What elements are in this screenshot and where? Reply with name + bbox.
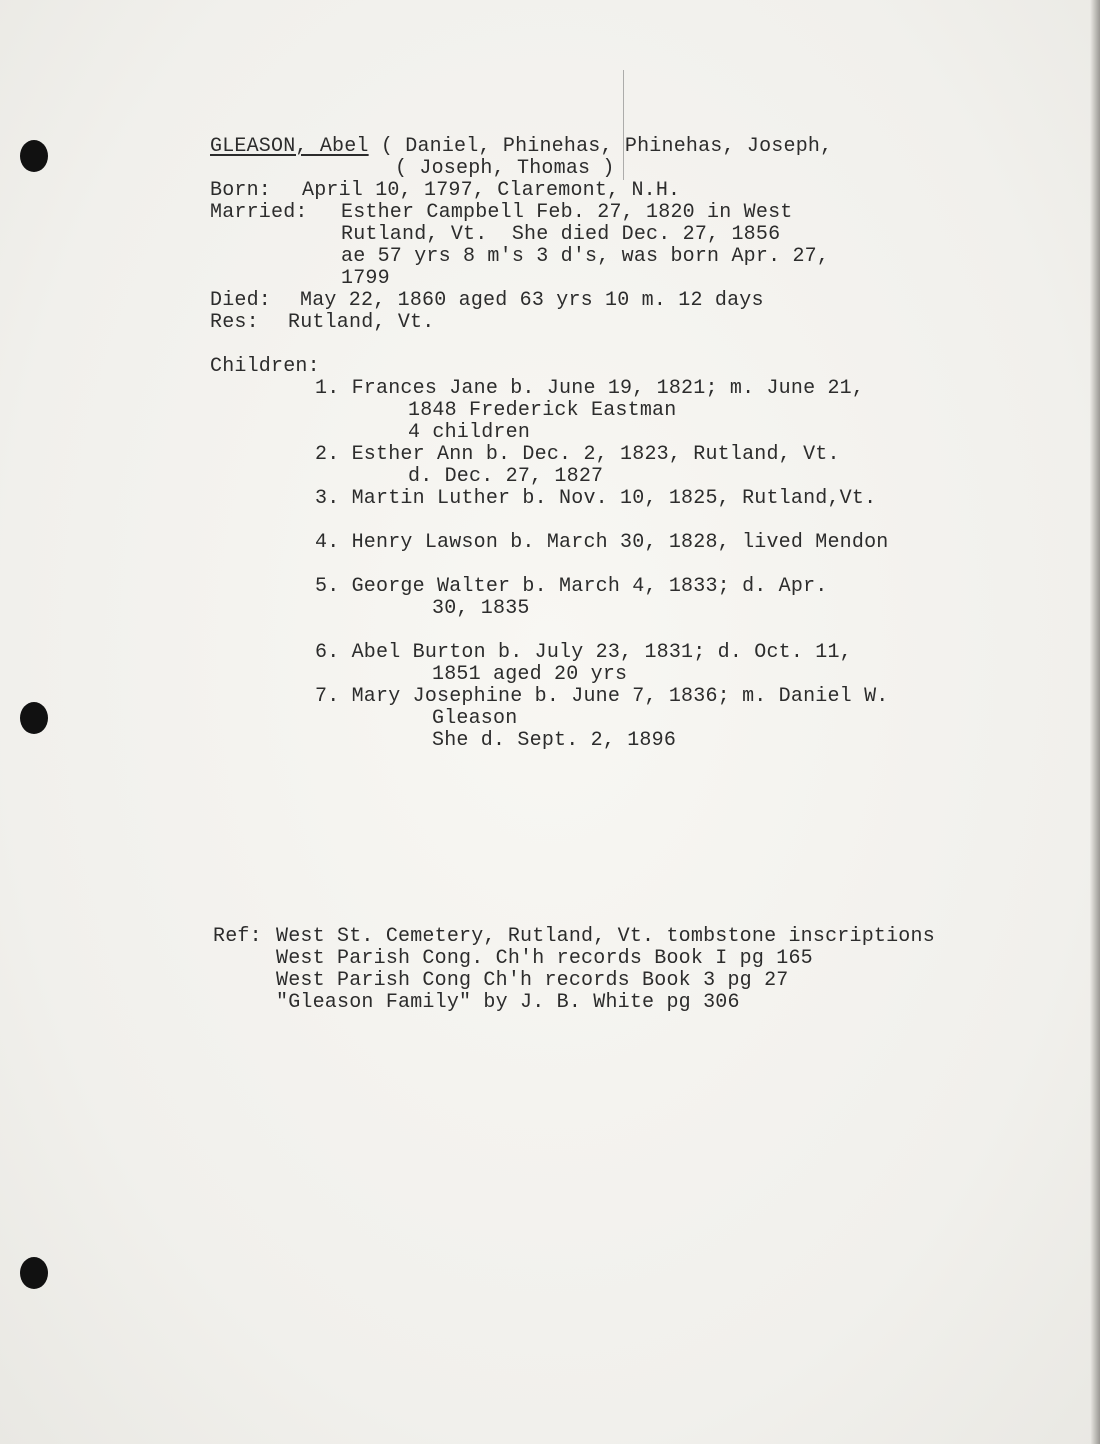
child-entry: 3. Martin Luther b. Nov. 10, 1825, Rutland,Vt. (315, 487, 877, 510)
residence-value: Rutland, Vt. (288, 311, 435, 334)
child-entry: 5. George Walter b. March 4, 1833; d. Apr. (315, 575, 828, 598)
residence-label: Res: (210, 311, 259, 334)
punch-hole (20, 140, 48, 172)
child-entry: 1. Frances Jane b. June 19, 1821; m. June 21, (315, 377, 865, 400)
married-line: Rutland, Vt. She died Dec. 27, 1856 (341, 223, 781, 246)
reference-line: West Parish Cong Ch'h records Book 3 pg 27 (276, 969, 789, 992)
paper-edge-shadow (1090, 0, 1100, 1444)
reference-line: West St. Cemetery, Rutland, Vt. tombstone inscriptions (276, 925, 935, 948)
child-entry-continuation: She d. Sept. 2, 1896 (432, 729, 677, 752)
paper-crease (623, 70, 624, 180)
reference-line: "Gleason Family" by J. B. White pg 306 (276, 991, 740, 1014)
born-label: Born: (210, 179, 272, 202)
child-entry-continuation: Gleason (432, 707, 518, 730)
child-entry: 2. Esther Ann b. Dec. 2, 1823, Rutland, Vt. (315, 443, 840, 466)
ancestry-line-1: ( Daniel, Phinehas, Phinehas, Joseph, (368, 135, 833, 158)
ancestry-line-2: ( Joseph, Thomas ) (395, 157, 615, 180)
child-entry: 6. Abel Burton b. July 23, 1831; d. Oct. 11, (315, 641, 852, 664)
married-line: ae 57 yrs 8 m's 3 d's, was born Apr. 27, (341, 245, 830, 268)
child-entry-continuation: 30, 1835 (432, 597, 530, 620)
heading-line-1 (210, 136, 832, 158)
married-label: Married: (210, 201, 308, 224)
punch-hole (20, 1257, 48, 1289)
died-label: Died: (210, 289, 272, 312)
reference-label: Ref: (213, 925, 262, 948)
child-entry-continuation: d. Dec. 27, 1827 (408, 465, 604, 488)
child-entry-continuation: 1848 Frederick Eastman (408, 399, 677, 422)
child-entry-continuation: 4 children (408, 421, 531, 444)
reference-line: West Parish Cong. Ch'h records Book I pg 165 (276, 947, 813, 970)
child-entry-continuation: 1851 aged 20 yrs (432, 663, 628, 686)
born-value: April 10, 1797, Claremont, N.H. (302, 179, 681, 202)
died-value: May 22, 1860 aged 63 yrs 10 m. 12 days (300, 289, 764, 312)
child-entry: 4. Henry Lawson b. March 30, 1828, lived Mendon (315, 531, 889, 554)
married-line: Esther Campbell Feb. 27, 1820 in West (341, 201, 793, 224)
surname: GLEASON, Abel (210, 135, 369, 158)
children-heading: Children: (210, 355, 320, 378)
punch-hole (20, 702, 48, 734)
child-entry: 7. Mary Josephine b. June 7, 1836; m. Daniel W. (315, 685, 889, 708)
married-line: 1799 (341, 267, 390, 290)
